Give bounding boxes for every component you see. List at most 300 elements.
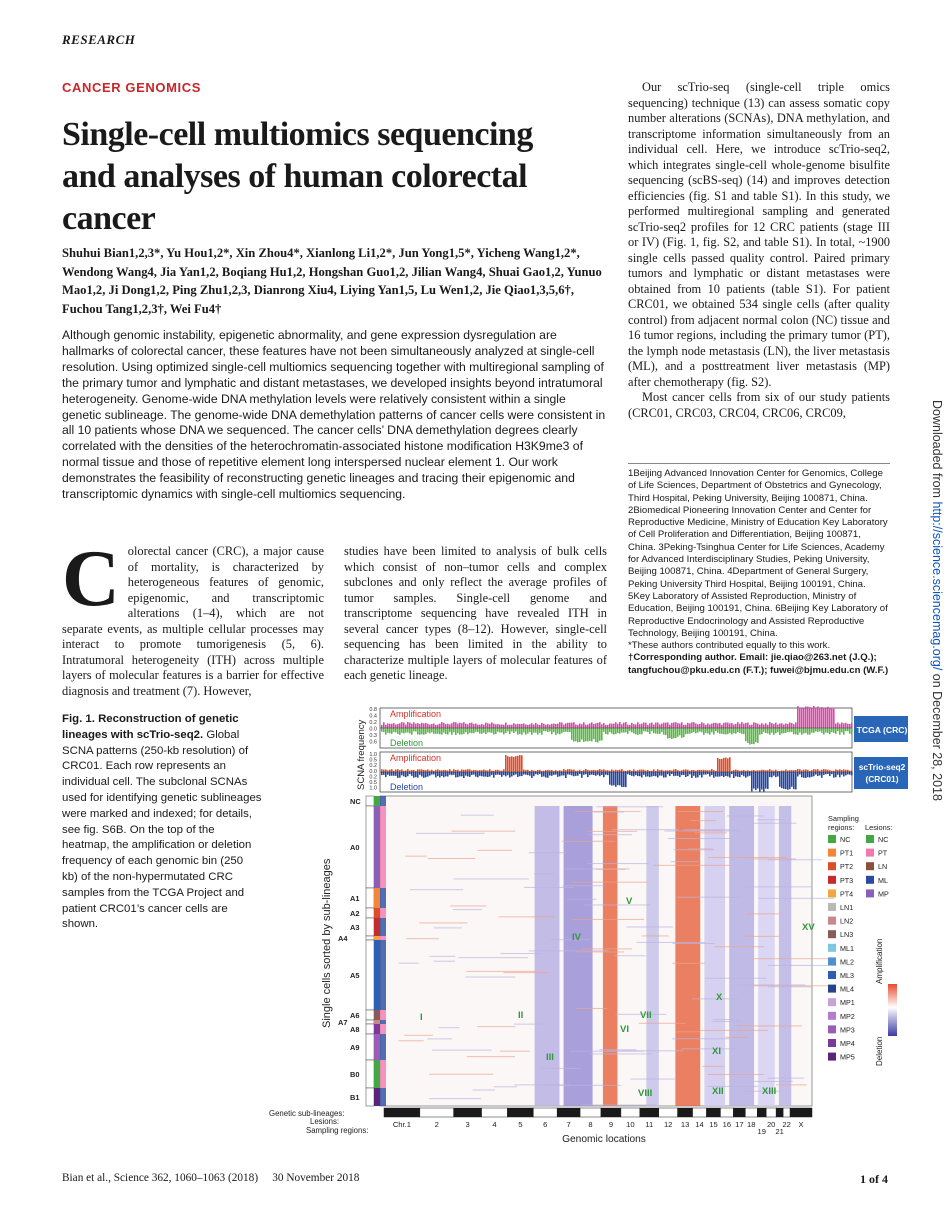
tcga-amp-bar <box>689 723 691 728</box>
heatmap-noise <box>630 1079 676 1080</box>
tcga-del-bar <box>755 728 757 742</box>
tcga-del-bar <box>633 728 635 733</box>
tcga-del-bar <box>623 728 625 733</box>
tcga-amp-bar <box>445 724 447 728</box>
heatmap-noise <box>678 811 723 812</box>
source-link[interactable]: http://science.sciencemag.org/ <box>930 501 944 671</box>
tcga-amp-bar <box>501 724 503 728</box>
tcga-del-bar <box>385 728 387 735</box>
tcga-del-bar <box>787 728 789 732</box>
tcga-del-bar <box>829 728 831 734</box>
sctrio-del-bar <box>751 772 753 791</box>
heatmap-noise <box>570 1051 644 1052</box>
tcga-del-bar <box>663 728 665 735</box>
tcga-del-bar <box>743 728 745 734</box>
tcga-del-bar <box>779 728 781 735</box>
tcga-del-bar <box>727 728 729 734</box>
sctrio-amp-bar <box>707 770 709 772</box>
tcga-del-bar <box>723 728 725 734</box>
tcga-amp-bar <box>599 722 601 728</box>
heatmap-noise <box>708 1074 764 1075</box>
tcga-amp-bar <box>843 723 845 728</box>
tcga-amp-bar <box>551 724 553 728</box>
tcga-amp-bar <box>755 723 757 728</box>
tcga-del-bar <box>671 728 673 739</box>
tcga-del-bar <box>675 728 677 738</box>
tcga-amp-bar <box>455 722 457 728</box>
sctrio-del-bar <box>437 772 439 776</box>
marker-vi: VI <box>620 1024 629 1035</box>
sctrio-del-bar <box>805 772 807 778</box>
tcga-del-bar <box>579 728 581 742</box>
tcga-amp-bar <box>829 708 831 728</box>
sctrio-del-bar <box>647 772 649 776</box>
tcga-amp-bar <box>751 725 753 728</box>
tcga-del-bar <box>479 728 481 734</box>
sctrio-amp-bar <box>425 770 427 772</box>
tcga-amp-bar <box>631 723 633 728</box>
tcga-del-bar <box>569 728 571 732</box>
tcga-amp-bar <box>387 723 389 728</box>
tcga-amp-bar <box>681 722 683 728</box>
legend-region-swatch <box>828 957 836 965</box>
tcga-amp-bar <box>565 723 567 728</box>
heatmap-noise <box>587 863 649 864</box>
sublineage-color <box>374 1034 380 1060</box>
sctrio-del-bar <box>545 772 547 778</box>
tcga-del-bar <box>659 728 661 734</box>
tcga-amp-bar <box>619 722 621 728</box>
tcga-del-bar <box>559 728 561 734</box>
sctrio-amp-bar <box>595 770 597 772</box>
tcga-amp-bar <box>693 722 695 728</box>
legend-region-swatch <box>828 849 836 857</box>
sublineage-label: A2 <box>350 909 360 918</box>
sctrio-del-bar <box>445 772 447 776</box>
tcga-del-bar <box>773 728 775 735</box>
heatmap-band <box>564 806 593 1106</box>
sctrio-del-bar <box>693 772 695 776</box>
tcga-del-bar <box>585 728 587 741</box>
sctrio-amp-bar <box>817 769 819 772</box>
sctrio-del-bar <box>631 772 633 776</box>
tcga-del-bar <box>601 728 603 740</box>
sctrio-del-bar <box>425 772 427 777</box>
tcga-amp-bar <box>401 722 403 728</box>
sctrio-del-bar <box>715 772 717 777</box>
sctrio-del-bar <box>471 772 473 775</box>
sctrio-amp-bar <box>701 770 703 772</box>
tcga-del-bar <box>457 728 459 733</box>
lesion-color <box>380 1010 386 1020</box>
tcga-amp-bar <box>499 724 501 728</box>
sublineage-color <box>374 918 380 936</box>
tcga-del-bar <box>703 728 705 735</box>
chromosome-block <box>693 1108 707 1117</box>
sctrio-del-bar <box>507 772 509 775</box>
tcga-del-bar <box>851 728 853 735</box>
tcga-del-bar <box>473 728 475 733</box>
tcga-amp-bar <box>737 722 739 728</box>
tcga-amp-bar <box>415 724 417 728</box>
sctrio-del-bar <box>415 772 417 777</box>
tcga-del-bar <box>577 728 579 742</box>
tcga-del-bar <box>809 728 811 735</box>
tcga-del-bar <box>543 728 545 731</box>
tcga-amp-bar <box>677 723 679 728</box>
tcga-del-bar <box>613 728 615 735</box>
tcga-del-bar <box>583 728 585 742</box>
sublineage-box <box>366 936 374 940</box>
tcga-del-bar <box>525 728 527 735</box>
sctrio-del-bar <box>711 772 713 775</box>
tcga-amp-bar <box>767 725 769 728</box>
sublineage-label: A4 <box>338 934 348 943</box>
tcga-del-bar <box>745 728 747 741</box>
cells-axis-label: Single cells sorted by sub-lineages <box>321 858 333 1028</box>
sctrio-del-bar <box>603 772 605 777</box>
heatmap-noise <box>713 1019 739 1020</box>
heatmap-noise <box>534 873 554 874</box>
heatmap-noise <box>503 972 548 973</box>
heatmap-noise <box>757 819 784 820</box>
tcga-del-bar <box>653 728 655 733</box>
tcga-amp-bar <box>703 723 705 728</box>
tcga-amp-bar <box>621 724 623 728</box>
tcga-del-bar <box>789 728 791 732</box>
sctrio-del-bar <box>453 772 455 775</box>
sctrio-del-bar <box>825 772 827 774</box>
sctrio-amp-bar <box>615 770 617 772</box>
sctrio-del-bar <box>843 772 845 776</box>
tcga-amp-bar <box>627 725 629 728</box>
heatmap-noise <box>673 943 716 944</box>
sctrio-del-bar <box>739 772 741 777</box>
tcga-del-bar <box>403 728 405 733</box>
tcga-amp-bar <box>701 722 703 728</box>
tcga-del-bar <box>423 728 425 735</box>
tcga-del-bar <box>697 728 699 733</box>
chromosome-block <box>766 1108 776 1117</box>
sctrio-amp-bar <box>753 770 755 772</box>
tcga-del-bar <box>621 728 623 732</box>
tcga-del-bar <box>775 728 777 733</box>
sctrio-amp-bar <box>537 770 539 772</box>
tcga-amp-bar <box>555 724 557 728</box>
tcga-amp-bar <box>557 724 559 728</box>
heatmap-noise <box>599 1049 636 1050</box>
sctrio-del-bar <box>627 772 629 774</box>
scna-heatmap <box>321 796 837 1106</box>
legend-region-label: MP3 <box>840 1025 855 1035</box>
row-label-lesions: Lesions: <box>310 1117 340 1126</box>
sctrio-del-bar <box>753 772 755 788</box>
chromosome-block <box>745 1108 757 1117</box>
tcga-amp-bar <box>601 724 603 728</box>
tcga-amp-bar <box>651 723 653 728</box>
sctrio-amp-bar <box>531 770 533 772</box>
sctrio-del-bar <box>599 772 601 776</box>
tcga-del-bar <box>625 728 627 732</box>
tcga-amp-bar <box>771 723 773 728</box>
sctrio-amp-bar <box>711 769 713 772</box>
sctrio-amp-bar <box>713 770 715 772</box>
tcga-amp-bar <box>803 708 805 728</box>
sctrio-amp-bar <box>821 770 823 772</box>
tcga-del-bar <box>597 728 599 742</box>
tcga-del-bar <box>507 728 509 731</box>
sctrio-del-bar <box>849 772 851 775</box>
heatmap-noise <box>589 1053 652 1054</box>
sctrio-del-bar <box>521 772 523 776</box>
sctrio-del-bar <box>481 772 483 776</box>
tcga-amp-bar <box>675 722 677 728</box>
legend-region-label: NC <box>840 835 851 844</box>
sctrio-del-bar <box>701 772 703 778</box>
sctrio-amp-bar <box>721 759 723 772</box>
heatmap-noise <box>541 1068 581 1069</box>
sctrio-amp-bar <box>825 769 827 772</box>
freq-tick-label: 0.0 <box>369 768 377 775</box>
heatmap-noise <box>737 984 805 985</box>
heatmap-noise <box>743 936 779 937</box>
chromosome-label: 2 <box>434 1120 439 1129</box>
legend-region-swatch <box>828 1025 836 1033</box>
freq-tick-label: 0.5 <box>369 757 377 764</box>
heatmap-band <box>675 806 700 1106</box>
sctrio-del-bar <box>835 772 837 777</box>
heatmap-noise <box>753 958 829 959</box>
tcga-del-bar <box>533 728 535 733</box>
tcga-amp-bar <box>465 724 467 728</box>
sctrio-amp-bar <box>469 769 471 772</box>
tcga-amp-bar <box>783 724 785 728</box>
tcga-del-bar <box>843 728 845 735</box>
sctrio-amp-bar <box>661 770 663 772</box>
sctrio-amp-bar <box>483 769 485 772</box>
tcga-amp-bar <box>847 724 849 728</box>
sublineage-label: A9 <box>350 1043 360 1052</box>
tcga-del-bar <box>807 728 809 735</box>
tcga-del-bar <box>819 728 821 731</box>
tcga-del-bar <box>749 728 751 745</box>
tcga-amp-bar <box>785 723 787 728</box>
tcga-del-bar <box>401 728 403 733</box>
tcga-del-bar <box>647 728 649 732</box>
sctrio-amp-bar <box>827 770 829 772</box>
tcga-del-bar <box>733 728 735 733</box>
tcga-del-bar <box>489 728 491 732</box>
sctrio-amp-bar <box>413 770 415 772</box>
heatmap-noise <box>551 939 590 940</box>
sctrio-amp-bar <box>475 770 477 772</box>
scale-deletion-label: Deletion <box>875 1036 884 1066</box>
tcga-amp-bar <box>443 723 445 728</box>
tcga-del-bar <box>759 728 761 735</box>
heatmap-noise <box>477 1026 515 1027</box>
tcga-del-bar <box>687 728 689 734</box>
chromosome-label: 13 <box>680 1120 690 1129</box>
sctrio-del-bar <box>609 772 611 785</box>
sctrio-del-bar <box>401 772 403 775</box>
chromosome-label: 22 <box>782 1120 791 1129</box>
sctrio-del-bar <box>579 772 581 774</box>
sctrio-del-bar <box>439 772 441 777</box>
heatmap-noise <box>478 850 512 851</box>
heatmap-noise <box>654 865 731 866</box>
tcga-amp-bar <box>725 722 727 728</box>
tcga-amp-bar <box>757 724 759 728</box>
tcga-del-bar <box>495 728 497 734</box>
sctrio-del-bar <box>503 772 505 775</box>
tcga-amp-bar <box>537 724 539 728</box>
heatmap-noise <box>461 815 494 816</box>
tcga-del-bar <box>557 728 559 734</box>
tcga-del-bar <box>667 728 669 738</box>
tcga-del-bar <box>841 728 843 732</box>
sctrio-del-bar <box>441 772 443 776</box>
heatmap-noise <box>584 904 650 905</box>
heatmap-noise <box>500 953 540 954</box>
tcga-del-bar <box>709 728 711 735</box>
legend-lesion-swatch <box>866 889 874 897</box>
tcga-del-bar <box>639 728 641 734</box>
sctrio-amp-bar <box>683 770 685 772</box>
sctrio-del-bar <box>727 772 729 777</box>
tcga-del-bar <box>453 728 455 732</box>
chromosome-block <box>557 1108 580 1117</box>
sctrio-amp-bar <box>397 769 399 772</box>
tcga-amp-bar <box>471 723 473 728</box>
tcga-amp-bar <box>431 724 433 728</box>
sctrio-del-bar <box>497 772 499 775</box>
sctrio-del-bar <box>505 772 507 776</box>
chromosome-block <box>733 1108 745 1117</box>
sctrio-del-bar <box>391 772 393 776</box>
tcga-amp-bar <box>647 725 649 728</box>
tcga-amp-bar <box>561 723 563 728</box>
sctrio-del-bar <box>459 772 461 776</box>
tcga-amp-bar <box>765 723 767 728</box>
tcga-del-bar <box>455 728 457 735</box>
tcga-amp-bar <box>801 708 803 728</box>
tcga-del-bar <box>615 728 617 734</box>
tcga-amp-bar <box>793 724 795 728</box>
sctrio-amp-bar <box>599 769 601 772</box>
sctrio-del-bar <box>839 772 841 777</box>
sctrio-amp-bar <box>453 769 455 772</box>
sctrio-del-bar <box>757 772 759 789</box>
sctrio-amp-bar <box>549 770 551 772</box>
journal-section-header: RESEARCH <box>62 32 136 47</box>
chromosome-label: 9 <box>608 1120 614 1129</box>
heatmap-noise <box>708 857 787 858</box>
tcga-del-bar <box>619 728 621 734</box>
tcga-del-bar <box>429 728 431 733</box>
sctrio-amp-bar <box>519 755 521 772</box>
tcga-del-bar <box>785 728 787 733</box>
tcga-del-bar <box>463 728 465 734</box>
tcga-amp-bar <box>437 725 439 728</box>
sctrio-amp-bar <box>673 769 675 772</box>
sctrio-amp-bar <box>427 769 429 772</box>
sublineage-label: NC <box>350 797 361 806</box>
tcga-del-bar <box>717 728 719 733</box>
sublineage-color <box>374 940 380 1010</box>
tcga-amp-bar <box>439 724 441 728</box>
tcga-amp-bar <box>435 725 437 728</box>
tcga-del-bar <box>595 728 597 742</box>
sublineage-label: A3 <box>350 923 360 932</box>
tcga-amp-bar <box>697 724 699 728</box>
tcga-amp-bar <box>641 724 643 728</box>
tcga-del-bar <box>741 728 743 734</box>
tcga-amp-bar <box>839 724 841 728</box>
tcga-del-bar <box>725 728 727 734</box>
sctrio-del-bar <box>749 772 751 776</box>
tcga-amp-bar <box>639 724 641 728</box>
tcga-amp-bar <box>507 725 509 728</box>
tcga-del-bar <box>641 728 643 734</box>
sctrio-amp-bar <box>733 770 735 772</box>
legend-region-swatch <box>828 917 836 925</box>
sublineage-box <box>366 1060 374 1088</box>
heatmap-noise <box>419 922 467 923</box>
sctrio-del-bar <box>589 772 591 775</box>
tcga-del-bar <box>783 728 785 733</box>
tcga-amp-bar <box>841 722 843 728</box>
row-label-sublineages: Genetic sub-lineages: <box>269 1109 345 1118</box>
frequency-panels <box>356 706 908 792</box>
tcga-amp-bar <box>585 725 587 728</box>
heatmap-noise <box>642 935 669 936</box>
tcga-del-bar <box>803 728 805 734</box>
sctrio-del-bar <box>463 772 465 778</box>
tcga-amp-bar <box>485 723 487 728</box>
heatmap-noise <box>682 1048 736 1049</box>
chromosome-block <box>420 1108 454 1117</box>
heatmap-noise <box>668 838 732 839</box>
sctrio-del-bar <box>605 772 607 775</box>
sctrio-amp-bar <box>637 770 639 772</box>
sctrio-amp-bar <box>619 770 621 772</box>
chromosome-block <box>384 1108 420 1117</box>
sctrio-amp-bar <box>445 770 447 772</box>
tcga-amp-bar <box>679 724 681 728</box>
tcga-del-bar <box>753 728 755 744</box>
sctrio-del-bar <box>619 772 621 785</box>
chromosome-label: 6 <box>543 1120 548 1129</box>
sublineage-label: A8 <box>350 1025 360 1034</box>
tcga-del-bar <box>449 728 451 732</box>
tcga-del-bar <box>387 728 389 733</box>
tcga-amp-bar <box>449 724 451 728</box>
sctrio-del-bar <box>695 772 697 778</box>
sctrio-amp-bar <box>669 770 671 772</box>
sublineage-box <box>366 908 374 918</box>
tcga-amp-bar <box>837 722 839 728</box>
article-section-label: CANCER GENOMICS <box>62 80 202 95</box>
heatmap-noise <box>596 806 663 807</box>
chromosome-label: 17 <box>735 1120 744 1129</box>
sctrio-amp-bar <box>591 770 593 772</box>
sctrio-amp-bar <box>829 770 831 772</box>
tcga-amp-bar <box>687 723 689 728</box>
tcga-del-bar <box>833 728 835 733</box>
tcga-del-bar <box>593 728 595 739</box>
sctrio-del-bar <box>723 772 725 777</box>
sublineage-color <box>374 908 380 918</box>
